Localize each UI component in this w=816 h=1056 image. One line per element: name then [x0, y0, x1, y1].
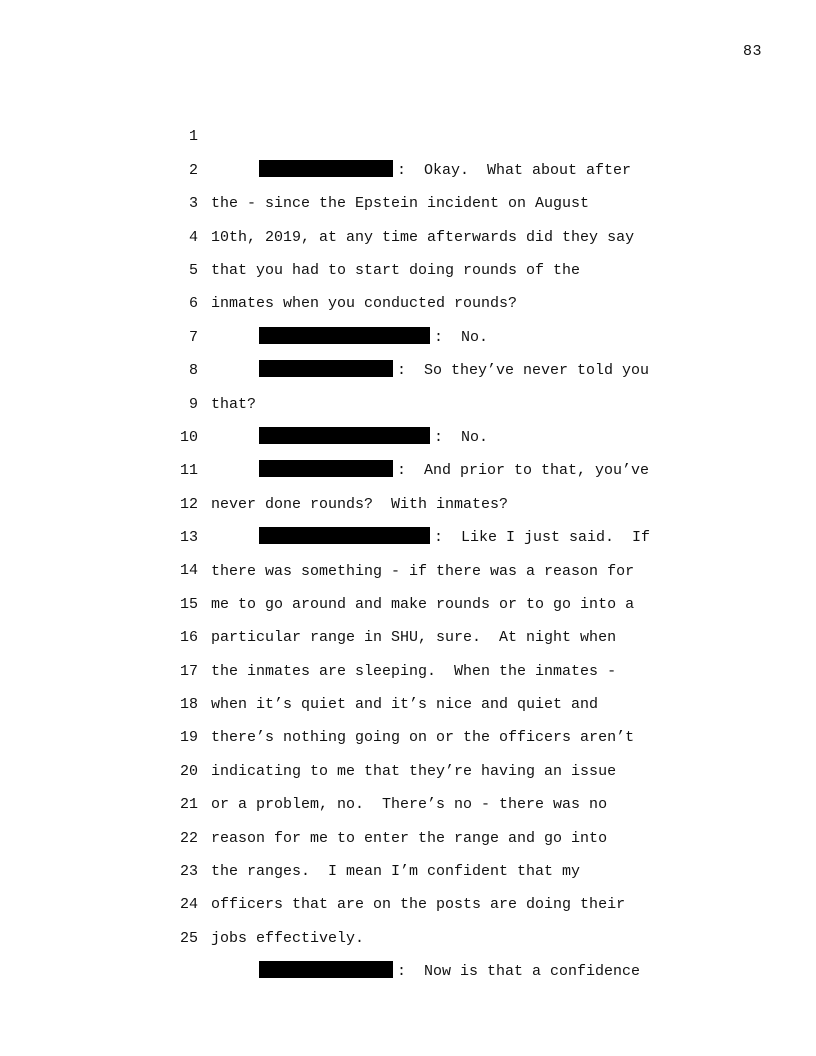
line-number: 17 — [179, 662, 198, 680]
line-number: 5 — [188, 261, 198, 279]
line-text: the ranges. I mean I’m confident that my — [211, 863, 581, 881]
line-number: 21 — [179, 796, 198, 814]
line-number: 18 — [179, 696, 198, 714]
line-number: 8 — [188, 362, 198, 380]
line-number: 12 — [179, 495, 198, 513]
line-number: 19 — [179, 729, 198, 747]
line-number: 24 — [179, 896, 198, 914]
line-number: 10 — [179, 428, 198, 446]
line-text: there’s nothing going on or the officers aren’t — [211, 729, 635, 747]
line-text: there was something - if there was a reason for — [211, 562, 635, 580]
line-text: particular range in SHU, sure. At night when — [211, 629, 617, 647]
line-text: : Like I just said. If — [434, 529, 651, 547]
line-number: 1 — [188, 128, 198, 146]
line-number: 16 — [179, 629, 198, 647]
line-text: jobs effectively. — [211, 929, 365, 947]
line-text: the - since the Epstein incident on August — [211, 195, 590, 213]
line-text: officers that are on the posts are doing their — [211, 896, 626, 914]
line-text: : No. — [434, 428, 489, 446]
line-number: 25 — [179, 929, 198, 947]
redaction-bar — [259, 961, 393, 978]
line-text: : So they’ve never told you — [397, 362, 650, 380]
line-text: the inmates are sleeping. When the inmates - — [211, 662, 617, 680]
line-text: inmates when you conducted rounds? — [211, 295, 518, 313]
line-text: : Now is that a confidence — [397, 963, 641, 981]
line-text: : No. — [434, 328, 489, 346]
line-text: that you had to start doing rounds of the — [211, 261, 581, 279]
line-number: 20 — [179, 762, 198, 780]
line-number: 13 — [179, 529, 198, 547]
line-text: indicating to me that they’re having an issue — [211, 762, 617, 780]
line-number: 2 — [188, 161, 198, 179]
line-text: never done rounds? With inmates? — [211, 495, 509, 513]
line-text: or a problem, no. There’s no - there was no — [211, 796, 608, 814]
line-number: 11 — [179, 462, 198, 480]
line-text: : Okay. What about after — [397, 161, 632, 179]
line-text: 10th, 2019, at any time afterwards did they say — [211, 228, 635, 246]
line-text: me to go around and make rounds or to go into a — [211, 595, 635, 613]
line-number: 4 — [188, 228, 198, 246]
transcript-line — [0, 87, 816, 179]
line-text: reason for me to enter the range and go into — [211, 829, 608, 847]
line-text: : And prior to that, you’ve — [397, 462, 650, 480]
line-number: 3 — [188, 195, 198, 213]
line-number: 6 — [188, 295, 198, 313]
line-number: 7 — [188, 328, 198, 346]
line-number: 22 — [179, 829, 198, 847]
line-number: 23 — [179, 863, 198, 880]
line-number: 9 — [188, 395, 198, 413]
line-text: when it’s quiet and it’s nice and quiet and — [211, 696, 599, 714]
page-number: 83 — [742, 43, 762, 60]
line-number: 15 — [179, 595, 198, 613]
transcript-body — [0, 87, 816, 981]
line-text: that? — [211, 395, 257, 413]
line-number: 14 — [179, 562, 198, 580]
